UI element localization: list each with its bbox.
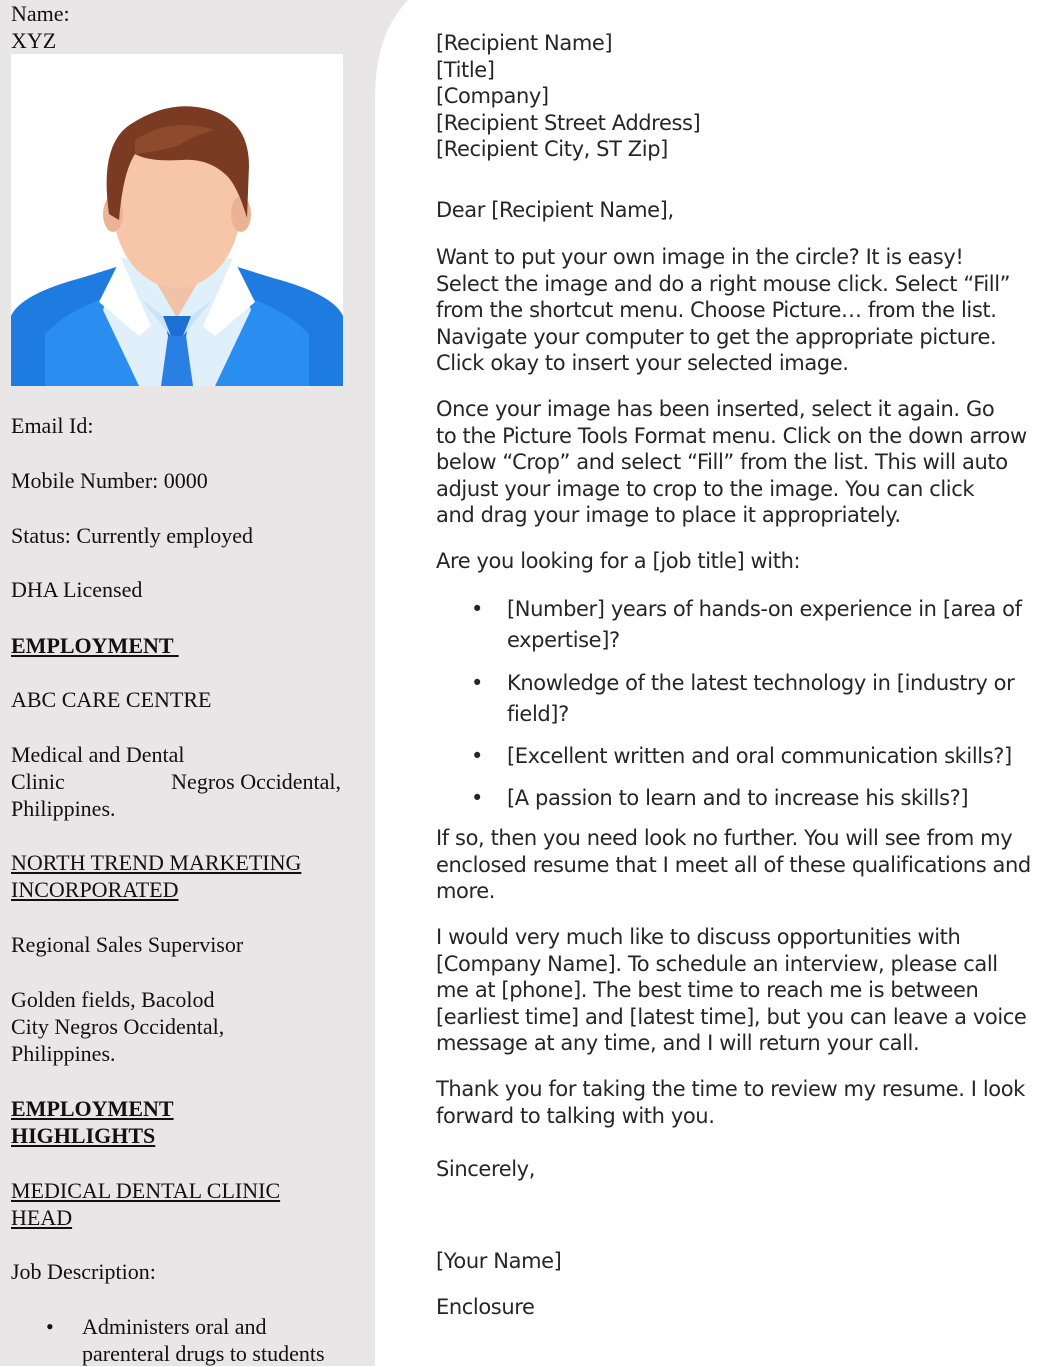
address-line: [Recipient Street Address] — [436, 110, 701, 135]
qualification-line: • [Number] years of hands-on experience in [area of — [507, 597, 1022, 621]
highlights-heading-line: HIGHLIGHTS — [11, 1123, 156, 1148]
qualification-line: expertise]? — [507, 628, 620, 652]
text-line: below “Crop” and select “Fill” from the list. This will auto — [436, 450, 1008, 475]
closing: Sincerely, — [436, 1157, 535, 1181]
text-line: forward to talking with you. — [436, 1103, 715, 1128]
text-line: Once your image has been inserted, select it again. Go — [436, 397, 995, 421]
avatar-icon — [11, 54, 343, 386]
qualification-line: • [Excellent written and oral communication skills?] — [507, 744, 1012, 768]
employer2-name-line: NORTH TREND MARKETING — [11, 850, 302, 875]
employer2-address — [11, 986, 224, 1067]
highlights-heading — [11, 1095, 174, 1149]
text-line: me at [phone]. The best time to reach me is between — [436, 978, 979, 1003]
employer1-city-right: Negros Occidental, — [171, 769, 341, 794]
employer2-name-line: INCORPORATED — [11, 877, 179, 902]
employer2-address-line: Philippines. — [11, 1041, 116, 1066]
email-label: Email Id: — [11, 413, 94, 438]
name-label: Name: — [11, 1, 70, 26]
license-info: DHA Licensed — [11, 577, 143, 602]
paragraph-1 — [436, 244, 1056, 377]
qualification-item — [436, 668, 1056, 730]
paragraph-4 — [436, 924, 1056, 1057]
employer2-address-line: City Negros Occidental, — [11, 1014, 225, 1039]
enclosure-note: Enclosure — [436, 1295, 535, 1319]
text-line: Want to put your own image in the circle? It is easy! — [436, 245, 964, 269]
employer1-name: ABC CARE CENTRE — [11, 687, 212, 712]
qualification-list — [436, 594, 1056, 814]
recipient-address — [436, 30, 1056, 163]
job-description-list — [11, 1313, 371, 1367]
qualification-item — [436, 741, 1056, 772]
text-line: to the Picture Tools Format menu. Click on the down arrow — [436, 423, 1027, 448]
highlights-heading-line: EMPLOYMENT — [11, 1096, 174, 1121]
address-line: [Title] — [436, 57, 495, 82]
salutation: Dear [Recipient Name], — [436, 198, 674, 222]
text-line: from the shortcut menu. Choose Picture… from the list. — [436, 298, 997, 323]
employer2-address-line: Golden fields, Bacolod — [11, 987, 215, 1012]
text-line: I would very much like to discuss opportunities with — [436, 925, 961, 949]
address-line: [Recipient Name] — [436, 31, 613, 55]
profile-photo[interactable] — [11, 54, 343, 386]
text-line: [Company Name]. To schedule an interview, please call — [436, 951, 998, 976]
qualification-item — [436, 783, 1056, 814]
employer1-address — [11, 741, 341, 822]
qualification-line: field]? — [507, 702, 569, 726]
position-title — [11, 1177, 280, 1231]
employment-heading: EMPLOYMENT — [11, 633, 179, 658]
paragraph-3 — [436, 825, 1056, 905]
qualification-line: • [A passion to learn and to increase his skills?] — [507, 786, 969, 810]
job-description-label: Job Description: — [11, 1259, 156, 1284]
name-value: XYZ — [11, 28, 57, 53]
text-line: message at any time, and I will return your call. — [436, 1031, 920, 1056]
employer1-address-line: Medical and Dental — [11, 742, 185, 767]
job-description-line: • Administers oral and — [82, 1314, 267, 1339]
address-line: [Company] — [436, 84, 549, 109]
paragraph-2 — [436, 396, 1056, 529]
employer2-role: Regional Sales Supervisor — [11, 932, 244, 957]
employer1-city-left: Clinic — [11, 769, 65, 794]
text-line: Thank you for taking the time to review my resume. I look — [436, 1077, 1025, 1101]
employer1-address-line — [11, 768, 341, 795]
text-line: adjust your image to crop to the image. You can click — [436, 476, 975, 501]
text-line: [earliest time] and [latest time], but you can leave a voice — [436, 1004, 1027, 1029]
text-line: Select the image and do a right mouse click. Select “Fill” — [436, 271, 1011, 296]
signature-name: [Your Name] — [436, 1249, 562, 1273]
text-line: If so, then you need look no further. You will see from my — [436, 826, 1013, 850]
text-line: and drag your image to place it appropriately. — [436, 503, 901, 528]
job-description-line: parenteral drugs to students — [82, 1341, 325, 1366]
position-title-line: HEAD — [11, 1205, 73, 1230]
text-line: enclosed resume that I meet all of these qualifications and — [436, 852, 1031, 877]
employer1-address-line: Philippines. — [11, 796, 116, 821]
job-description-item — [11, 1313, 371, 1367]
qualification-item — [436, 594, 1056, 656]
qualification-line: • Knowledge of the latest technology in [industry or — [507, 671, 1015, 695]
position-title-line: MEDICAL DENTAL CLINIC — [11, 1178, 281, 1203]
text-line: Click okay to insert your selected image. — [436, 351, 849, 376]
employer2-name — [11, 849, 301, 903]
mobile-number: Mobile Number: 0000 — [11, 468, 208, 493]
text-line: Navigate your computer to get the appropriate picture. — [436, 324, 997, 349]
employment-status: Status: Currently employed — [11, 523, 253, 548]
text-line: more. — [436, 879, 496, 904]
question-line: Are you looking for a [job title] with: — [436, 549, 801, 573]
address-line: [Recipient City, ST Zip] — [436, 137, 668, 162]
paragraph-5 — [436, 1076, 1056, 1129]
